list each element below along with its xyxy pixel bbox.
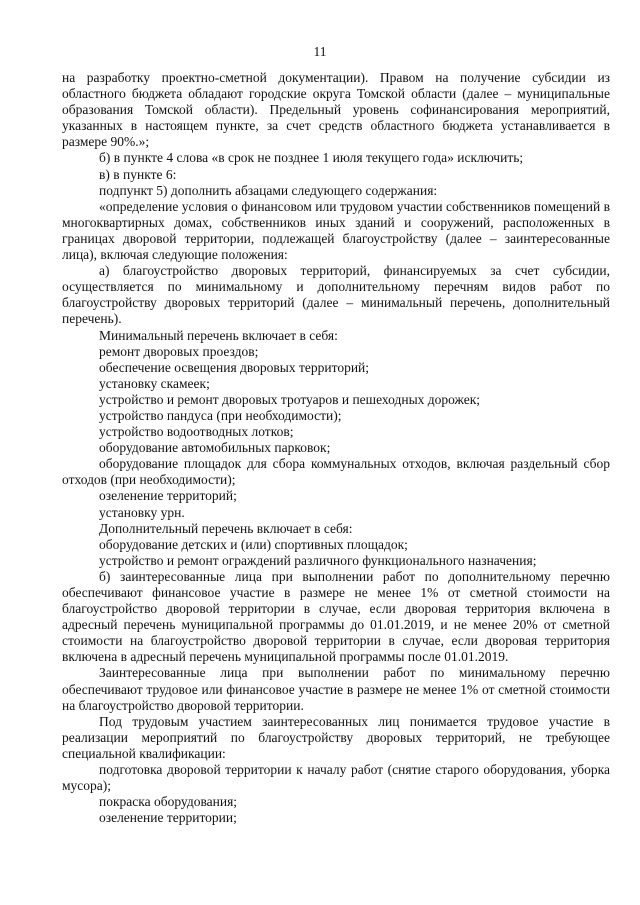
paragraph: устройство и ремонт дворовых тротуаров и пешеходных дорожек; xyxy=(99,391,480,407)
paragraph: оборудование площадок для сбора коммунальных отходов, включая раздельный сбор отходов (при необходимости); xyxy=(62,456,610,488)
paragraph: установку скамеек; xyxy=(99,375,210,391)
paragraph: установку урн. xyxy=(99,504,185,520)
paragraph: Дополнительный перечень включает в себя: xyxy=(99,520,353,536)
paragraph: на разработку проектно-сметной документации). Правом на получение субсидии из областного бюджета обладают городские округа Томской области (далее – муниципальные образования Томской области). Предельный уровень софинансирования мероприятий, указанных в настоящем пункте, за счет средств областного бюджета устанавливается в размере 90%.»; xyxy=(62,70,610,150)
document-body xyxy=(62,70,610,826)
paragraph: подпункт 5) дополнить абзацами следующего содержания: xyxy=(99,182,438,198)
paragraph: а) благоустройство дворовых территорий, финансируемых за счет субсидии, осуществляется по минимальному и дополнительному перечням видов работ по благоустройству дворовых территорий (далее – минимальный перечень, дополнительный перечень). xyxy=(62,263,610,327)
paragraph: покраска оборудования; xyxy=(99,794,238,810)
paragraph: Заинтересованные лица при выполнении работ по минимальному перечню обеспечивают трудовое или финансовое участие в размере не менее 1% от сметной стоимости на благоустройство дворовой территории. xyxy=(62,665,610,713)
paragraph: подготовка дворовой территории к началу работ (снятие старого оборудования, уборка мусора); xyxy=(62,762,610,794)
paragraph: устройство и ремонт ограждений различного функционального назначения; xyxy=(99,552,537,568)
paragraph: б) в пункте 4 слова «в срок не позднее 1 июля текущего года» исключить; xyxy=(99,150,524,166)
paragraph: б) заинтересованные лица при выполнении работ по дополнительному перечню обеспечивают финансовое участие в размере не менее 1% от сметной стоимости на благоустройство дворовой территории в случае, если дворовая территория включена в адресный перечень муниципальной программы до 01.01.2019, и не менее 20% от сметной стоимости на благоустройство дворовой территории в случае, если дворовая территория включена в адресный перечень муниципальной программы после 01.01.2019. xyxy=(62,568,610,665)
paragraph: «определение условия о финансовом или трудовом участии собственников помещений в многоквартирных домах, собственников иных зданий и сооружений, расположенных в границах дворовой территории, подлежащей благоустройству (далее – заинтересованные лица), включая следующие положения: xyxy=(62,198,610,263)
page-number: 11 xyxy=(313,44,327,59)
paragraph: Минимальный перечень включает в себя: xyxy=(99,327,338,343)
paragraph: ремонт дворовых проездов; xyxy=(99,343,259,359)
paragraph: озеленение территории; xyxy=(99,810,237,826)
paragraph: устройство водоотводных лотков; xyxy=(99,424,294,440)
paragraph: Под трудовым участием заинтересованных лиц понимается трудовое участие в реализации мероприятий по благоустройству дворовых территорий, не требующее специальной квалификации: xyxy=(62,713,610,761)
paragraph: озеленение территорий; xyxy=(99,488,237,504)
paragraph: устройство пандуса (при необходимости); xyxy=(99,407,342,423)
paragraph: оборудование детских и (или) спортивных площадок; xyxy=(99,536,408,552)
paragraph: оборудование автомобильных парковок; xyxy=(99,440,331,456)
paragraph: обеспечение освещения дворовых территорий; xyxy=(99,359,370,375)
paragraph: в) в пункте 6: xyxy=(99,166,177,182)
